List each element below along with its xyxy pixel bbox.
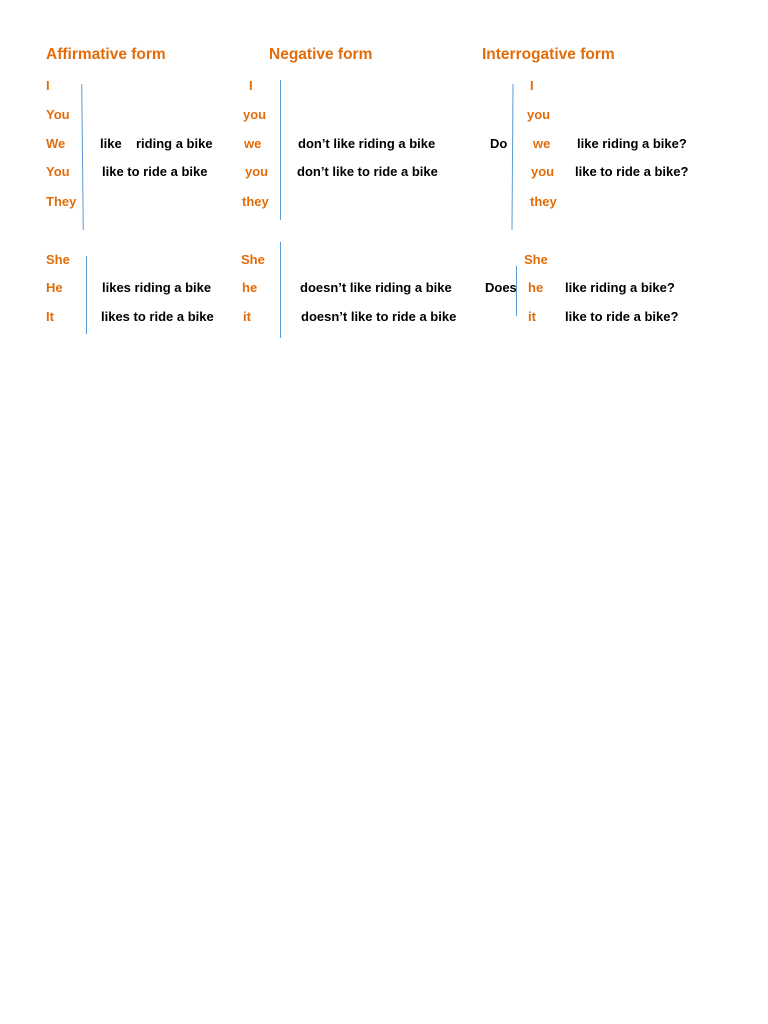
- affirmative-plural-object: riding a bike: [136, 136, 213, 151]
- negative-singular-bracket: [280, 242, 281, 338]
- negative-plural-phrase: don’t like to ride a bike: [297, 164, 438, 179]
- negative-singular-phrase: doesn’t like to ride a bike: [301, 309, 457, 324]
- interrogative-pronoun: She: [524, 252, 548, 267]
- interrogative-aux-does: Does: [485, 280, 517, 295]
- interrogative-pronoun: he: [528, 280, 544, 295]
- interrogative-singular-bracket: [516, 266, 517, 316]
- negative-plural-bracket: [280, 80, 281, 220]
- interrogative-pronoun: they: [530, 194, 557, 209]
- negative-pronoun: you: [245, 164, 269, 179]
- affirmative-pronoun: You: [46, 164, 70, 179]
- negative-plural-phrase: don’t like riding a bike: [298, 136, 436, 151]
- interrogative-pronoun: it: [528, 309, 536, 324]
- negative-singular-phrase: doesn’t like riding a bike: [300, 280, 452, 295]
- affirmative-pronoun: I: [46, 78, 50, 93]
- affirmative-plural-verb: like: [100, 136, 122, 151]
- interrogative-plural-phrase: like riding a bike?: [577, 136, 687, 151]
- interrogative-pronoun: you: [527, 107, 551, 122]
- affirmative-pronoun: You: [46, 107, 70, 122]
- interrogative-pronoun: we: [533, 136, 551, 151]
- affirmative-pronoun: We: [46, 136, 66, 151]
- interrogative-aux-do: Do: [490, 136, 508, 151]
- affirmative-pronoun: She: [46, 252, 70, 267]
- affirmative-pronoun: He: [46, 280, 63, 295]
- negative-pronoun: we: [244, 136, 262, 151]
- negative-pronoun: they: [242, 194, 269, 209]
- affirmative-singular-phrase: likes to ride a bike: [101, 309, 214, 324]
- interrogative-pronoun: I: [530, 78, 534, 93]
- heading-negative: Negative form: [269, 46, 373, 63]
- affirmative-singular-phrase: likes riding a bike: [102, 280, 212, 295]
- affirmative-plural-bracket: [81, 84, 84, 230]
- negative-pronoun: I: [249, 78, 253, 93]
- affirmative-plural-phrase: like to ride a bike: [102, 164, 208, 179]
- affirmative-pronoun: They: [46, 194, 77, 209]
- negative-pronoun: She: [241, 252, 265, 267]
- negative-pronoun: he: [242, 280, 258, 295]
- interrogative-singular-phrase: like to ride a bike?: [565, 309, 679, 324]
- interrogative-pronoun: you: [531, 164, 555, 179]
- heading-interrogative: Interrogative form: [482, 46, 615, 63]
- interrogative-plural-bracket: [511, 84, 513, 230]
- negative-pronoun: you: [243, 107, 267, 122]
- affirmative-singular-bracket: [86, 256, 87, 334]
- interrogative-singular-phrase: like riding a bike?: [565, 280, 675, 295]
- affirmative-pronoun: It: [46, 309, 54, 324]
- heading-affirmative: Affirmative form: [46, 46, 166, 63]
- negative-pronoun: it: [243, 309, 251, 324]
- interrogative-plural-phrase: like to ride a bike?: [575, 164, 689, 179]
